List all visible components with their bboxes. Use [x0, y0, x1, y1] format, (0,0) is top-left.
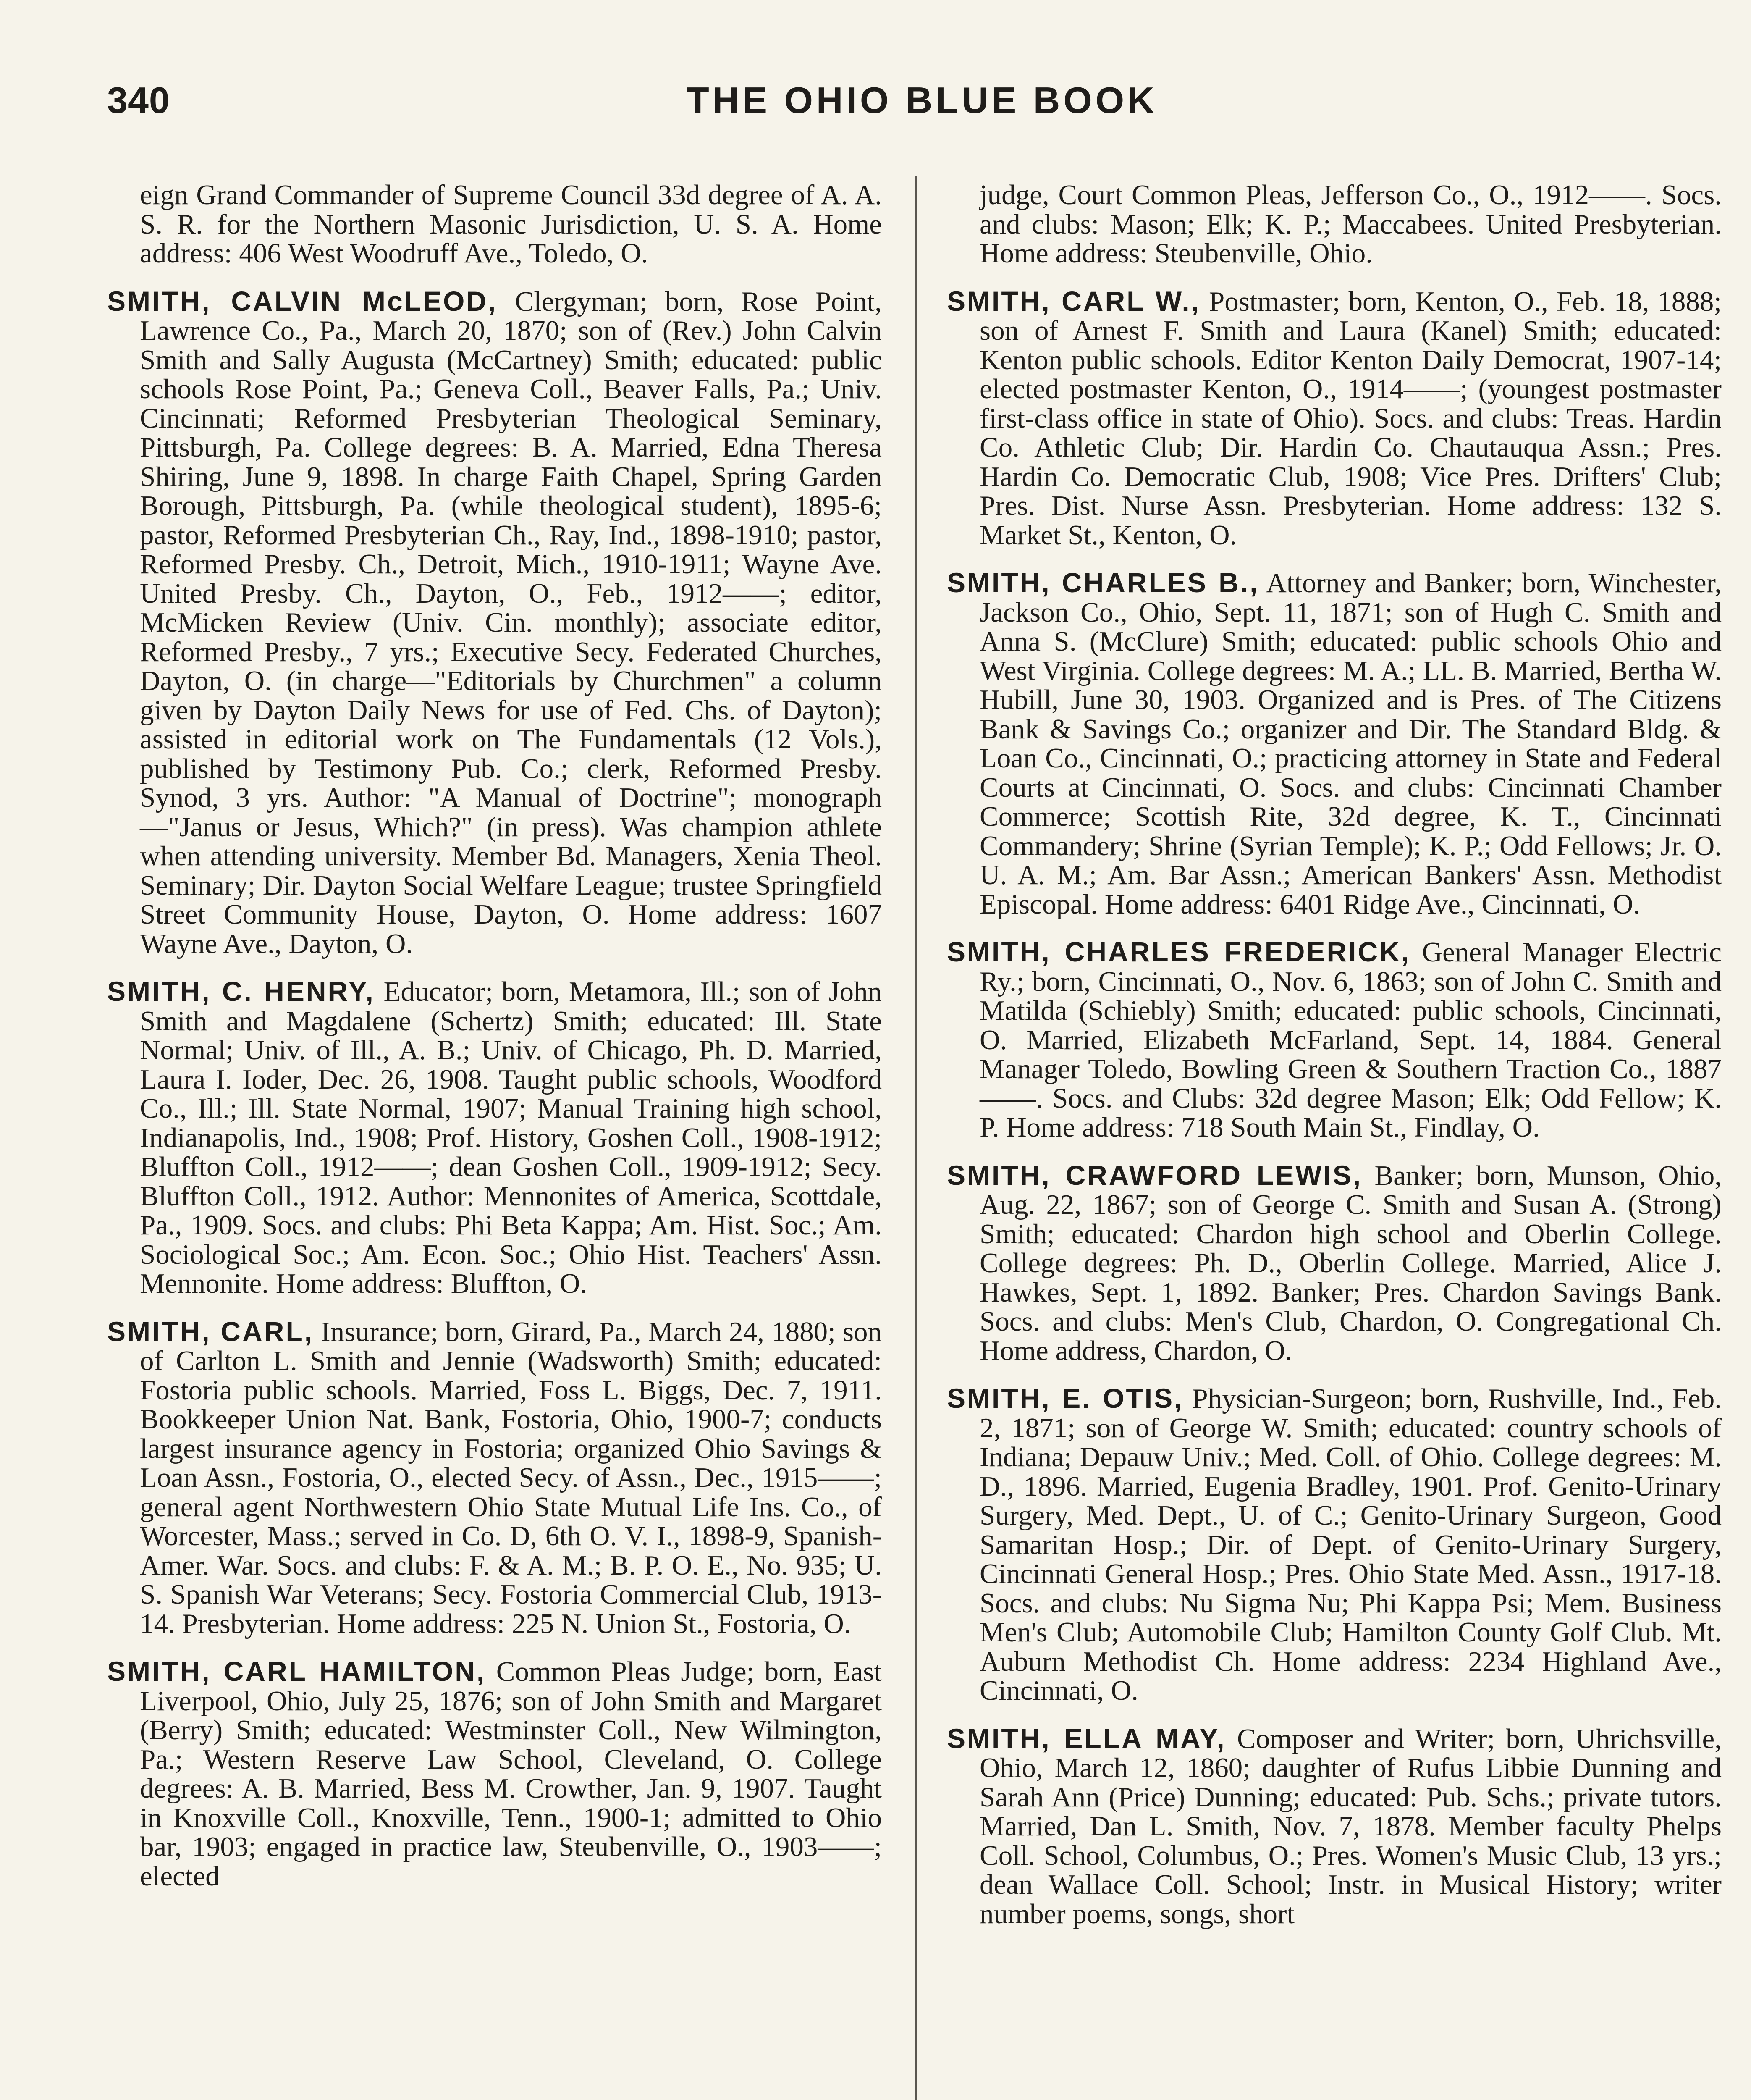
running-head: THE OHIO BLUE BOOK	[687, 79, 1158, 121]
entry-name: SMITH, C. HENRY,	[107, 976, 375, 1007]
biography-entry	[947, 1724, 1722, 1929]
entry-name: SMITH, E. OTIS,	[947, 1383, 1184, 1414]
entry-text: Banker; born, Munson, Ohio, Aug. 22, 1867; son of George C. Smith and Susan A. (Strong) Smith; educated: Chardon high school and Oberlin College. College degrees: Ph. D., Oberlin College. Married, Alice J. Hawkes, Sept. 1, 1892. Banker; Pres. Chardon Savings Bank. Socs. and clubs: Men's Club, Chardon, O. Congregational Ch. Home address, Chardon, O.	[980, 1160, 1722, 1366]
biography-entry	[947, 1161, 1722, 1366]
entry-text: Clergyman; born, Rose Point, Lawrence Co., Pa., March 20, 1870; son of (Rev.) John Calvin Smith and Sally Augusta (McCartney) Smith; educated: public schools Rose Point, Pa.; Geneva Coll., Beaver Falls, Pa.; Univ. Cincinnati; Reformed Presbyterian Theological Seminary, Pittsburgh, Pa. College degrees: B. A. Married, Edna Theresa Shiring, June 9, 1898. In charge Faith Chapel, Spring Garden Borough, Pittsburgh, Pa. (while theological student), 1895-6; pastor, Reformed Presbyterian Ch., Ray, Ind., 1898-1910; pastor, Reformed Presby. Ch., Detroit, Mich., 1910-1911; Wayne Ave. United Presby. Ch., Dayton, O., Feb., 1912——; editor, McMicken Review (Univ. Cin. monthly); associate editor, Reformed Presby., 7 yrs.; Executive Secy. Federated Churches, Dayton, O. (in charge—"Editorials by Churchmen" a column given by Dayton Daily News for use of Fed. Chs. of Dayton); assisted in editorial work on The Fundamentals (12 Vols.), published by Testimony Pub. Co.; clerk, Reformed Presby. Synod, 3 yrs. Author: "A Manual of Doctrine"; monograph—"Janus or Jesus, Which?" (in press). Was champion athlete when attending university. Member Bd. Managers, Xenia Theol. Seminary; Dir. Dayton Social Welfare League; trustee Springfield Street Community House, Dayton, O. Home address: 1607 Wayne Ave., Dayton, O.	[140, 286, 882, 959]
continuation-text: judge, Court Common Pleas, Jefferson Co., O., 1912——. Socs. and clubs: Mason; Elk; K. P.; Maccabees. United Presbyterian. Home address: Steubenville, Ohio.	[980, 179, 1722, 269]
entry-text: Physician-Surgeon; born, Rushville, Ind., Feb. 2, 1871; son of George W. Smith; educated: country schools of Indiana; Depauw Univ.; Med. Coll. of Ohio. College degrees: M. D., 1896. Married, Eugenia Bradley, 1901. Prof. Genito-Urinary Surgery, Med. Dept., U. of C.; Genito-Urinary Surgeon, Good Samaritan Hosp.; Dir. of Dept. of Genito-Urinary Surgery, Cincinnati General Hosp.; Pres. Ohio State Med. Assn., 1917-18. Socs. and clubs: Nu Sigma Nu; Phi Kappa Psi; Mem. Business Men's Club; Automobile Club; Hamilton County Golf Club. Mt. Auburn Methodist Ch. Home address: 2234 Highland Ave., Cincinnati, O.	[980, 1383, 1722, 1706]
page-header	[107, 76, 1720, 134]
entry-text: Attorney and Banker; born, Winchester, Jackson Co., Ohio, Sept. 11, 1871; son of Hugh C. Smith and Anna S. (McClure) Smith; educated: public schools Ohio and West Virginia. College degrees: M. A.; LL. B. Married, Bertha W. Hubill, June 30, 1903. Organized and is Pres. of The Citizens Bank & Savings Co.; organizer and Dir. The Standard Bldg. & Loan Co., Cincinnati, O.; practicing attorney in State and Federal Courts at Cincinnati, O. Socs. and clubs: Cincinnati Chamber Commerce; Scottish Rite, 32d degree, K. T., Cincinnati Commandery; Shrine (Syrian Temple); K. P.; Odd Fellows; Jr. O. U. A. M.; Am. Bar Assn.; American Bankers' Assn. Methodist Episcopal. Home address: 6401 Ridge Ave., Cincinnati, O.	[980, 567, 1722, 920]
column-divider	[915, 176, 917, 2100]
biography-entry	[107, 1657, 882, 1891]
right-column	[947, 181, 1722, 1947]
biography-entry	[947, 568, 1722, 919]
entry-text: Insurance; born, Girard, Pa., March 24, 1880; son of Carlton L. Smith and Jennie (Wadsworth) Smith; educated: Fostoria public schools. Married, Foss L. Biggs, Dec. 7, 1911. Bookkeeper Union Nat. Bank, Fostoria, Ohio, 1900-7; conducts largest insurance agency in Fostoria; organized Ohio Savings & Loan Assn., Fostoria, O., elected Secy. of Assn., Dec., 1915——; general agent Northwestern Ohio State Mutual Life Ins. Co., of Worcester, Mass.; served in Co. D, 6th O. V. I., 1898-9, Spanish-Amer. War. Socs. and clubs: F. & A. M.; B. P. O. E., No. 935; U. S. Spanish War Veterans; Secy. Fostoria Commercial Club, 1913-14. Presbyterian. Home address: 225 N. Union St., Fostoria, O.	[140, 1316, 882, 1639]
biography-entry	[107, 1317, 882, 1639]
entry-name: SMITH, CHARLES B.,	[947, 567, 1259, 598]
entry-text: Composer and Writer; born, Uhrichsville, Ohio, March 12, 1860; daughter of Rufus Libbie Dunning and Sarah Ann (Price) Dunning; educated: Pub. Schs.; private tutors. Married, Dan L. Smith, Nov. 7, 1878. Member faculty Phelps Coll. School, Columbus, O.; Pres. Women's Music Club, 13 yrs.; dean Wallace Coll. School; Instr. in Musical History; writer number poems, songs, short	[980, 1723, 1722, 1929]
entry-name: SMITH, CARL W.,	[947, 285, 1201, 317]
entry-name: SMITH, CHARLES FREDERICK,	[947, 936, 1411, 967]
entry-name: SMITH, CARL,	[107, 1315, 314, 1347]
biography-entry	[947, 287, 1722, 550]
entry-name: SMITH, ELLA MAY,	[947, 1722, 1226, 1754]
continuation-text: eign Grand Commander of Supreme Council 33d degree of A. A. S. R. for the Northern Masonic Jurisdiction, U. S. A. Home address: 406 West Woodruff Ave., Toledo, O.	[140, 179, 882, 269]
entry-name: SMITH, CALVIN McLEOD,	[107, 285, 498, 317]
entry-name: SMITH, CRAWFORD LEWIS,	[947, 1159, 1363, 1191]
left-column	[107, 181, 882, 1909]
biography-entry	[947, 937, 1722, 1142]
biography-entry	[107, 287, 882, 959]
entry-text: Postmaster; born, Kenton, O., Feb. 18, 1888; son of Arnest F. Smith and Laura (Kanel) Smith; educated: Kenton public schools. Editor Kenton Daily Democrat, 1907-14; elected postmaster Kenton, O., 1914——; (youngest postmaster first-class office in state of Ohio). Socs. and clubs: Treas. Hardin Co. Athletic Club; Dir. Hardin Co. Chautauqua Assn.; Pres. Hardin Co. Democratic Club, 1908; Vice Pres. Drifters' Club; Pres. Dist. Nurse Assn. Presbyterian. Home address: 132 S. Market St., Kenton, O.	[980, 286, 1722, 551]
biography-entry	[107, 977, 882, 1299]
entry-text: Educator; born, Metamora, Ill.; son of John Smith and Magdalene (Schertz) Smith; educated: Ill. State Normal; Univ. of Ill., A. B.; Univ. of Chicago, Ph. D. Married, Laura I. Ioder, Dec. 26, 1908. Taught public schools, Woodford Co., Ill.; Ill. State Normal, 1907; Manual Training high school, Indianapolis, Ind., 1908; Prof. History, Goshen Coll., 1908-1912; Bluffton Coll., 1912——; dean Goshen Coll., 1909-1912; Secy. Bluffton Coll., 1912. Author: Mennonites of America, Scottdale, Pa., 1909. Socs. and clubs: Phi Beta Kappa; Am. Hist. Soc.; Am. Sociological Soc.; Am. Econ. Soc.; Ohio Hist. Teachers' Assn. Mennonite. Home address: Bluffton, O.	[140, 976, 882, 1299]
entry-text: General Manager Electric Ry.; born, Cincinnati, O., Nov. 6, 1863; son of John C. Smith and Matilda (Schiebly) Smith; educated: public schools, Cincinnati, O. Married, Elizabeth McFarland, Sept. 14, 1884. General Manager Toledo, Bowling Green & Southern Traction Co., 1887——. Socs. and Clubs: 32d degree Mason; Elk; Odd Fellow; K. P. Home address: 718 South Main St., Findlay, O.	[980, 937, 1722, 1143]
page-number: 340	[107, 79, 170, 121]
biography-entry	[947, 1384, 1722, 1706]
entry-text: Common Pleas Judge; born, East Liverpool, Ohio, July 25, 1876; son of John Smith and Margaret (Berry) Smith; educated: Westminster Coll., New Wilmington, Pa.; Western Reserve Law School, Cleveland, O. College degrees: A. B. Married, Bess M. Crowther, Jan. 9, 1907. Taught in Knoxville Coll., Knoxville, Tenn., 1900-1; admitted to Ohio bar, 1903; engaged in practice law, Steubenville, O., 1903——; elected	[140, 1656, 882, 1892]
entry-name: SMITH, CARL HAMILTON,	[107, 1656, 486, 1687]
